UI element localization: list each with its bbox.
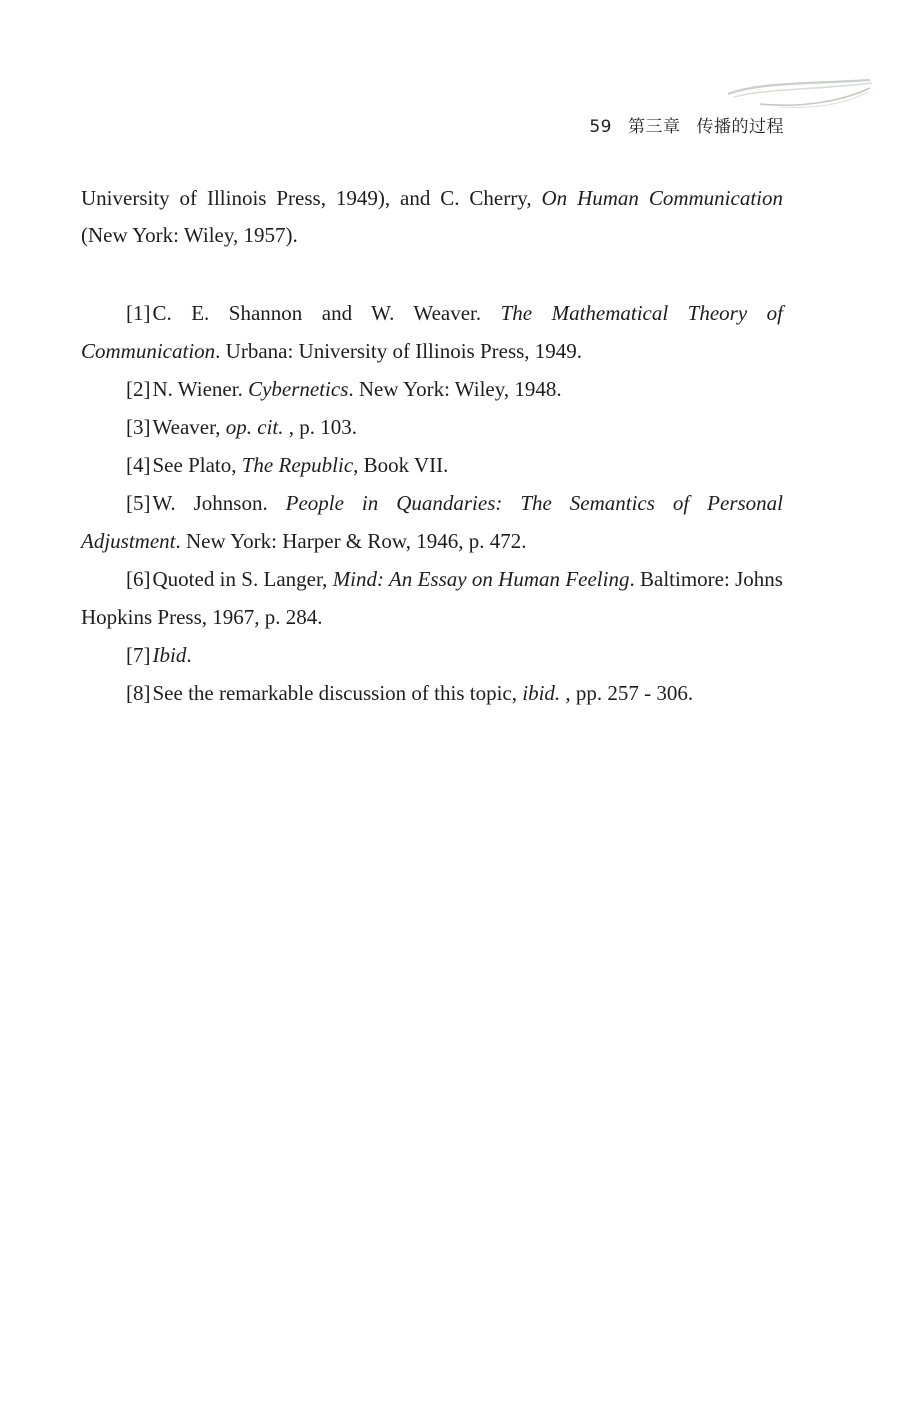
footnote-2: [2]N. Wiener. Cybernetics. New York: Wiley, 1948. xyxy=(126,377,562,401)
footnote-3: [3]Weaver, op. cit. , p. 103. xyxy=(126,415,358,439)
footnote-marker: [7] xyxy=(126,643,151,667)
chapter-title: 传播的过程 xyxy=(696,117,784,137)
cited-title: Cybernetics xyxy=(248,377,349,401)
page-number: 59 xyxy=(589,117,612,137)
chapter-label: 第三章 xyxy=(628,117,681,137)
footnote-list xyxy=(81,294,783,712)
continued-work-title: On Human Communication xyxy=(541,186,783,210)
footnote-1: [1]C. E. Shannon and W. Weaver. The Mathematical Theory of Communication. Urbana: University of Illinois Press, 1949. xyxy=(81,301,783,363)
footnote-marker: [6] xyxy=(126,567,151,591)
cited-title: The Republic xyxy=(241,453,354,477)
cited-title: The Mathematical Theory of Communication xyxy=(81,301,783,363)
running-head xyxy=(589,112,784,137)
footnote-marker: [3] xyxy=(126,415,151,439)
cited-title: Mind: An Essay on Human Feeling xyxy=(332,567,630,591)
cited-title: People in Quandaries: The Semantics of Personal Adjustment xyxy=(81,491,783,553)
cited-title: op. cit. xyxy=(225,415,284,439)
footnote-6: [6]Quoted in S. Langer, Mind: An Essay on Human Feeling. Baltimore: Johns Hopkins Press, 1967, p. 284. xyxy=(81,567,783,629)
footnote-7: [7]Ibid. xyxy=(126,643,192,667)
cited-title: Ibid xyxy=(152,643,187,667)
footnote-marker: [1] xyxy=(126,301,151,325)
footnote-5: [5]W. Johnson. People in Quandaries: The Semantics of Personal Adjustment. New York: Harper & Row, 1946, p. 472. xyxy=(81,491,783,553)
footnote-marker: [5] xyxy=(126,491,151,515)
footnote-4: [4]See Plato, The Republic, Book VII. xyxy=(126,453,449,477)
continued-note-text xyxy=(81,180,783,254)
footnote-marker: [8] xyxy=(126,681,151,705)
cited-title: ibid. xyxy=(522,681,561,705)
footnote-marker: [2] xyxy=(126,377,151,401)
continued-paragraph: University of Illinois Press, 1949), and C. Cherry, On Human Communication (New York: Wiley, 1957). xyxy=(81,186,783,247)
footnote-marker: [4] xyxy=(126,453,151,477)
footnote-8: [8]See the remarkable discussion of this topic, ibid. , pp. 257 - 306. xyxy=(126,681,694,705)
